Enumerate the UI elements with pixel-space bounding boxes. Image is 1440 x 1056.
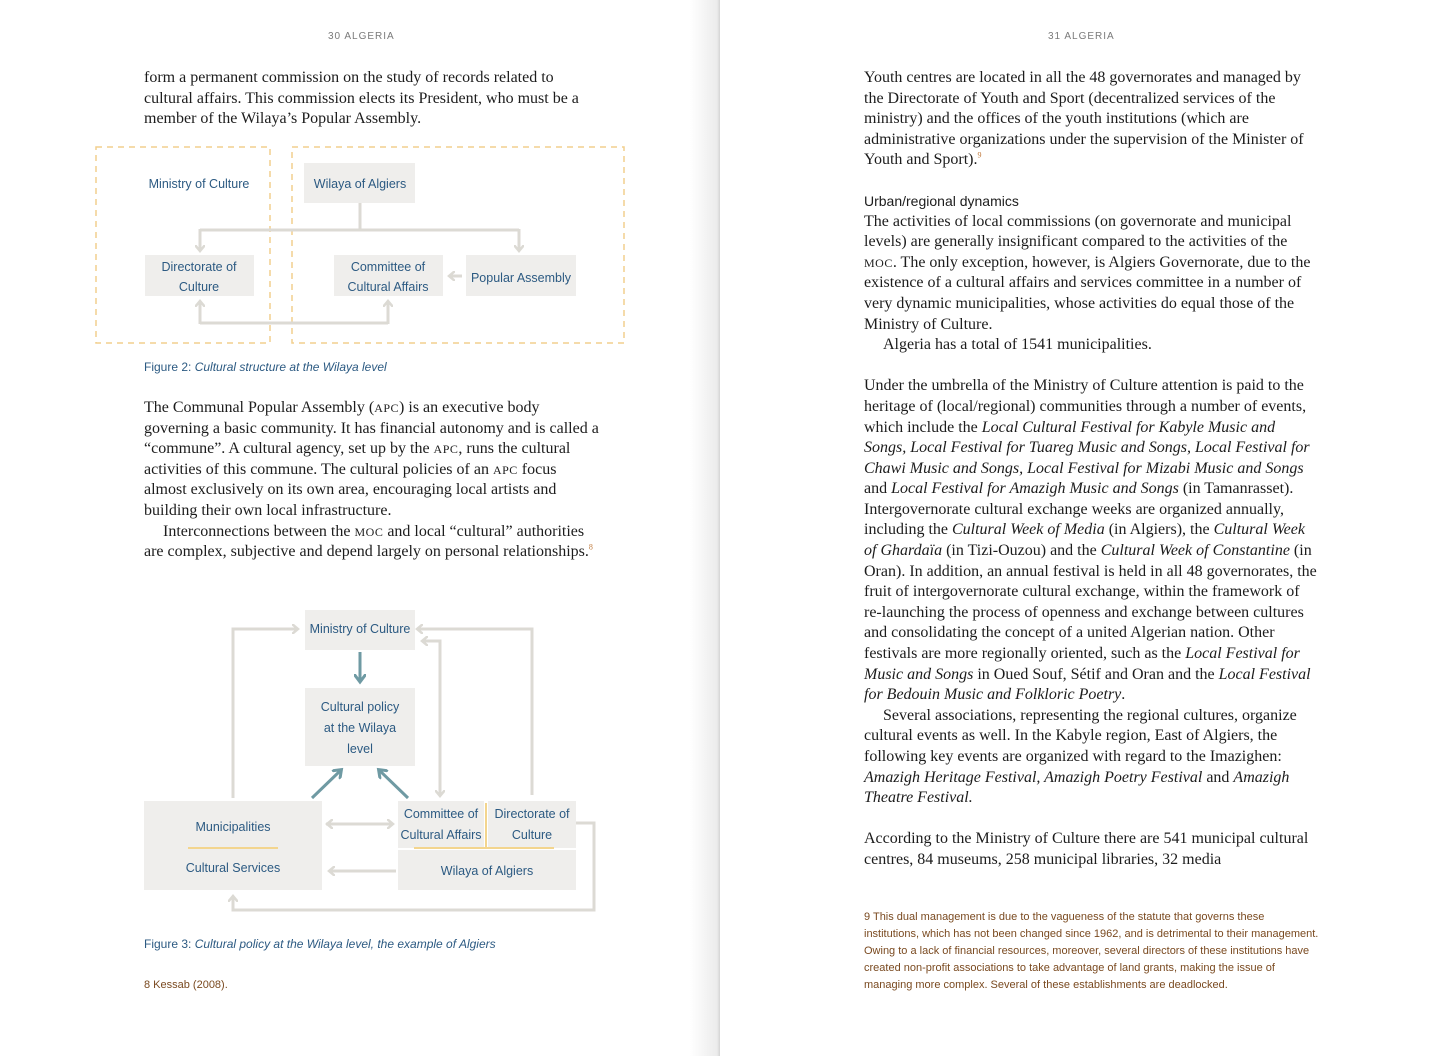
paragraph: form a permanent commission on the study of records related to cultural affairs. This commission elects its President, who must be a member of the Wilaya’s Popular Assembly. (144, 69, 579, 128)
box-municipalities (144, 801, 322, 890)
box-directorate-of-culture (488, 801, 576, 848)
paragraph-interconnections: Interconnections between the MOC and local “cultural” authorities are complex, subjective and depend largely on personal relationships.$^8$ (144, 522, 593, 561)
running-head-right: 31 ALGERIA (1048, 31, 1115, 42)
section-heading: Urban/regional dynamics (864, 192, 1019, 209)
svg-text:Wilaya of Algiers: Wilaya of Algiers (313, 177, 407, 191)
right-body (864, 68, 1318, 871)
box-ministry-of-culture (305, 610, 415, 650)
footnote-9: 9 This dual management is due to the vagueness of the statute that governs these institutions, which has not been changed since 1962, and is detrimental to their management. Owing to a lack of financial resources, moreover, several directors of these institutions have created non-profit associations to take advantage of land grants, making the issue of managing more complex. Several of these establishments are deadlocked. (864, 911, 1319, 991)
svg-text:Popular Assembly: Popular Assembly (470, 271, 572, 285)
right-page (720, 0, 1440, 1056)
svg-text:Cultural Services: Cultural Services (185, 861, 281, 875)
svg-text:Culture: Culture (511, 828, 553, 842)
paragraph-municipalities: Algeria has a total of 1541 municipalities. (883, 336, 1152, 354)
box-wilaya-of-algiers (398, 850, 576, 890)
svg-text:Committee of: Committee of (403, 807, 479, 821)
box-wilaya-of-algiers (304, 163, 415, 203)
paragraph-intro-left (144, 68, 596, 130)
box-directorate-of-culture (145, 255, 254, 296)
svg-text:Directorate of: Directorate of (494, 807, 570, 821)
box-popular-assembly (466, 255, 576, 296)
paragraph-youth-centres: Youth centres are located in all the 48 governorates and managed by the Directorate of Youth and Sport (decentralized services of the ministry) and the offices of the youth institutions (which are administrative organizations under the supervision of the Minister of Youth and Sport).$^9$ (864, 69, 1304, 169)
paragraph: The Communal Popular Assembly (APC) is an executive body governing a basic community. It has financial autonomy and is called a “commune”. A cultural agency, set up by the APC, runs the cultural activities of this commune. The cultural policies of an APC focus almost exclusively on its own area, encouraging local artists and building their own local infrastructure. (144, 399, 599, 519)
svg-text:Cultural policy: Cultural policy (320, 700, 400, 714)
svg-text:Culture: Culture (178, 280, 220, 294)
svg-text:level: level (347, 742, 373, 756)
footnote-8: 8 Kessab (2008). (144, 979, 228, 991)
svg-text:Directorate of: Directorate of (161, 260, 237, 274)
paragraph-apc (144, 398, 600, 563)
box-committee-of-cultural-affairs (334, 255, 443, 296)
svg-text:Ministry of Culture: Ministry of Culture (309, 622, 411, 636)
box-committee-of-cultural-affairs (398, 801, 484, 848)
svg-text:Ministry of Culture: Ministry of Culture (148, 177, 250, 191)
footnote-ref-8: 8 (588, 542, 593, 552)
svg-text:Committee of: Committee of (350, 260, 426, 274)
figure-3-label: Figure 3: (144, 937, 192, 951)
figure-3-diagram (140, 605, 610, 920)
box-ministry-of-culture (149, 177, 250, 191)
paragraph-local-commissions: The activities of local commissions (on governorate and municipal levels) are generally insignificant compared to the activities of the MOC. The only exception, however, is Algiers Governorate, due to the existence of a cultural affairs and services committee in a number of very dynamic municipalities, whose activities do equal those of the Ministry of Culture. (864, 212, 1311, 333)
figure-3-caption (144, 937, 496, 951)
footnote-ref-9: 9 (977, 151, 982, 161)
figure-3-title: Cultural policy at the Wilaya level, the example of Algiers (194, 937, 496, 951)
running-head-left: 30 ALGERIA (328, 31, 395, 42)
box-cultural-policy (305, 688, 415, 766)
paragraph-heritage-festivals: Under the umbrella of the Ministry of Culture attention is paid to the heritage of (local/regional) communities through a number of events, which include the Local Cultural Festival for Kabyle Music and Songs, Local Festival for Tuareg Music and Songs, Local Festival for Chawi Music and Songs, Local Festival for Mizabi Music and Songs and Local Festival for Amazigh Music and Songs (in Tamanrasset). Intergovernorate cultural exchange weeks are organized annually, including the Cultural Week of Media (in Algiers), the Cultural Week of Ghardaïa (in Tizi-Ouzou) and the Cultural Week of Constantine (in Oran). In addition, an annual festival is held in all 48 governorates, the fruit of intergovernorate cultural exchange, within the framework of re-launching the process of openness and exchange between cultures and consolidating the concept of a united Algerian nation. Other festivals are more regionally oriented, such as the Local Festival for Music and Songs in Oued Souf, Sétif and Oran and the Local Festival for Bedouin Music and Folkloric Poetry. (864, 377, 1317, 704)
svg-text:Municipalities: Municipalities (195, 820, 271, 834)
figure-2-label: Figure 2: (144, 360, 192, 374)
paragraph-statistics: According to the Ministry of Culture there are 541 municipal cultural centres, 84 museums, 258 municipal libraries, 32 media (864, 830, 1309, 868)
paragraph-associations: Several associations, representing the regional cultures, organize cultural events as well. In the Kabyle region, East of Algiers, the following key events are organized with regard to the Imazighen: Amazigh Heritage Festival, Amazigh Poetry Festival and Amazigh Theatre Festival. (864, 706, 1297, 807)
svg-text:Cultural Affairs: Cultural Affairs (347, 280, 429, 294)
figure-2-diagram (90, 140, 630, 350)
figure-2-title: Cultural structure at the Wilaya level (194, 360, 387, 374)
svg-text:Wilaya of Algiers: Wilaya of Algiers (440, 864, 534, 878)
svg-text:at the Wilaya: at the Wilaya (323, 721, 397, 735)
figure-2-caption (144, 360, 387, 374)
svg-text:Cultural Affairs: Cultural Affairs (400, 828, 482, 842)
